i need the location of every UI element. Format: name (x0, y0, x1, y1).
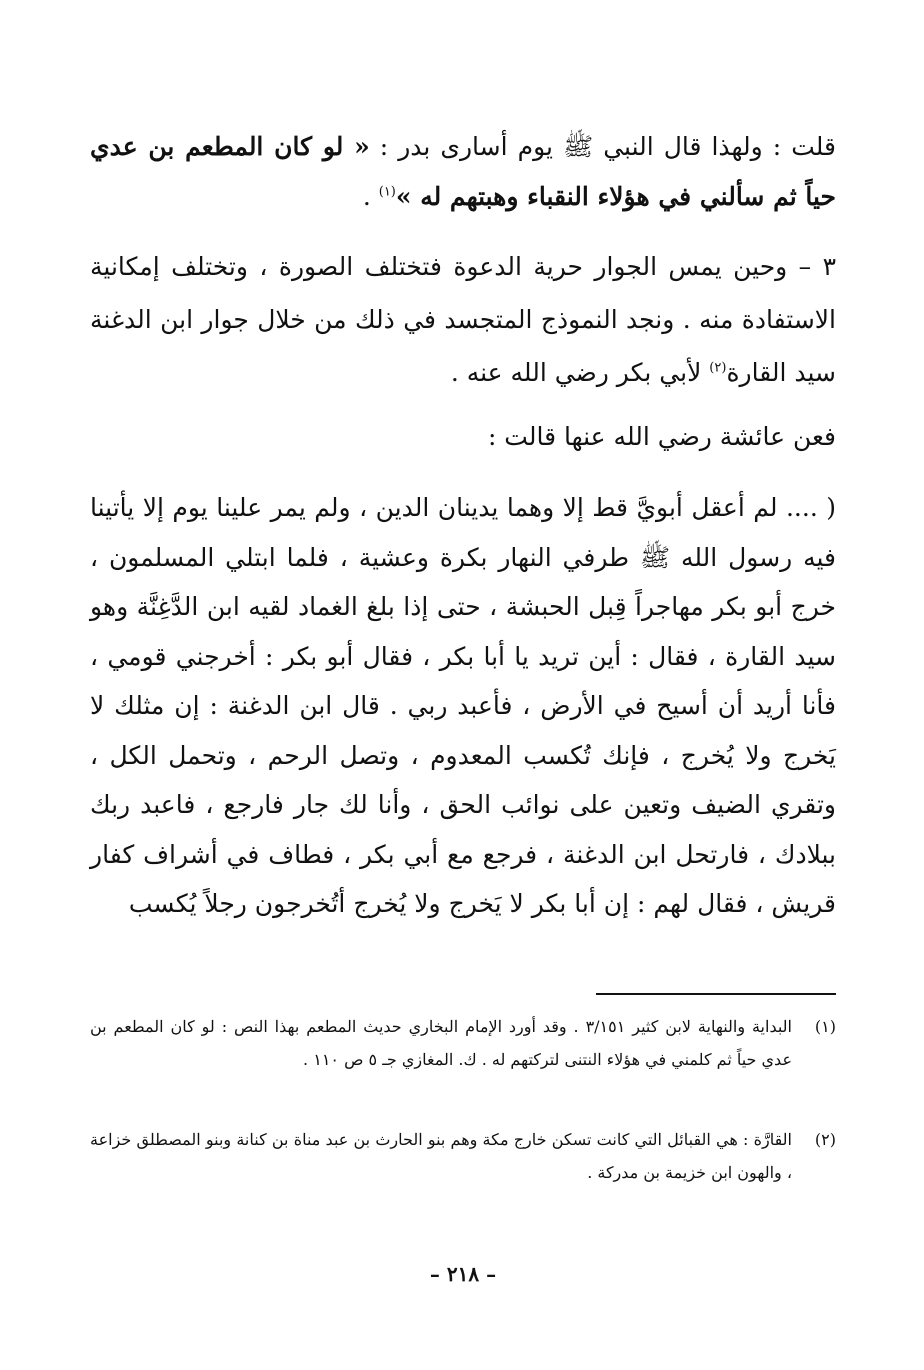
paragraph-prophet-quote (90, 122, 836, 222)
footnote-ref-2[interactable]: (٢) (709, 360, 727, 376)
document-page (90, 0, 836, 1370)
footnote-text: القارَّة : هي القبائل التي كانت تسكن خارج مكة وهم بنو الحارث بن عبد مناة بن كنانة وبنو المصطلق خزاعة ، والهون ابن خزيمة بن مدركة . (90, 1130, 792, 1182)
paragraph-text-end: لأبي بكر رضي الله عنه . (450, 358, 710, 387)
footnote-ref-1[interactable]: (١) (378, 184, 396, 200)
paragraph-aisha-intro: فعن عائشة رضي الله عنها قالت : (487, 422, 836, 451)
footnote-number: (١) (814, 1017, 836, 1036)
footnote-divider (596, 993, 836, 995)
sentence-end: . (362, 182, 379, 211)
hadith-quote: « لو كان المطعم بن عدي حياً ثم سألني في هؤلاء النقباء وهبتهم له » (90, 132, 836, 211)
footnote-text: البداية والنهاية لابن كثير ٣/١٥١ . وقد أورد الإمام البخاري حديث المطعم بهذا النص : لو كان المطعم بن عدي حياً ثم كلمني في هؤلاء النتنى لتركتهم له . ك. المغازي جـ ٥ ص ١١٠ . (90, 1017, 793, 1069)
intro-text: قلت : ولهذا قال النبي ﷺ يوم أسارى بدر : (369, 132, 836, 161)
footnote-2 (90, 1123, 836, 1189)
footnote-1 (90, 1010, 836, 1076)
paragraph-text: ٣ – وحين يمس الجوار حرية الدعوة فتختلف الصورة ، وتختلف إمكانية الاستفادة منه . ونجد النموذج المتجسد في ذلك من خلال جوار ابن الدغنة سيد القارة (90, 252, 836, 387)
footnote-number: (٢) (814, 1130, 836, 1149)
page-number: – ٢١٨ – (429, 1262, 497, 1286)
paragraph-point-3 (90, 240, 836, 399)
paragraph-aisha-narration: ( .... لم أعقل أبويَّ قط إلا وهما يدينان الدين ، ولم يمر علينا يوم إلا يأتينا فيه رسول الله ﷺ طرفي النهار بكرة وعشية ، فلما ابتلي المسلمون ، خرج أبو بكر مهاجراً قِبل الحبشة ، حتى إذا بلغ الغماد لقيه ابن الدَّغِنَّة وهو سيد القارة ، فقال : أين تريد يا أبا بكر ، فقال أبو بكر : أخرجني قومي ، فأنا أريد أن أسيح في الأرض ، فأعبد ربي . قال ابن الدغنة : إن مثلك لا يَخرج ولا يُخرج ، فإنك تُكسب المعدوم ، وتصل الرحم ، وتحمل الكل ، وتقري الضيف وتعين على نوائب الحق ، وأنا لك جار فارجع ، فاعبد ربك ببلادك ، فارتحل ابن الدغنة ، فرجع مع أبي بكر ، فطاف في أشراف كفار قريش ، فقال لهم : إن أبا بكر لا يَخرج ولا يُخرج أتُخرجون رجلاً يُكسب (90, 493, 837, 918)
